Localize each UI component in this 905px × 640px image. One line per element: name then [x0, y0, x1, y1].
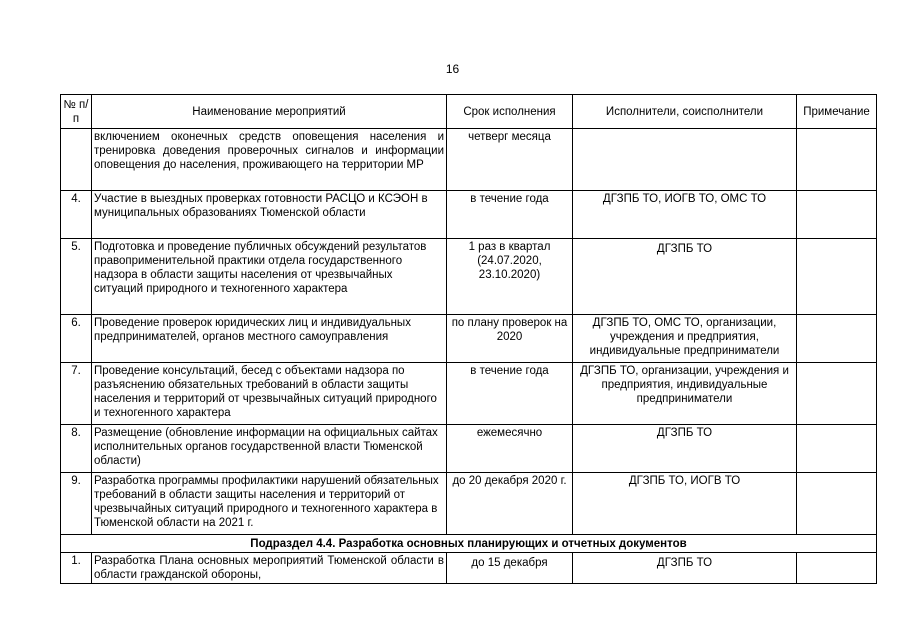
row-num: 8.	[61, 425, 92, 473]
row-note	[797, 425, 877, 473]
table-row	[61, 363, 877, 425]
row-num: 5.	[61, 239, 92, 315]
row-name: Проведение консультаций, бесед с объектами надзора по разъяснению обязательных требований в области защиты населения и территорий от чрезвычайных ситуаций природного и техногенного характера	[92, 363, 447, 425]
table-row	[61, 129, 877, 191]
page-number: 16	[445, 62, 460, 76]
row-name: включением оконечных средств оповещения населения и тренировка доведения проверочных сигналов и информации оповещения до населения, проживающего на территории МР	[92, 129, 447, 191]
header-name: Наименование мероприятий	[92, 95, 447, 129]
row-name: Проведение проверок юридических лиц и индивидуальных предпринимателей, органов местного самоуправления	[92, 315, 447, 363]
row-deadline: до 20 декабря 2020 г.	[447, 473, 573, 535]
table-row	[61, 425, 877, 473]
row-executors: ДГЗПБ ТО, ИОГВ ТО	[573, 473, 797, 535]
row-num: 1.	[61, 553, 92, 584]
header-note: Примечание	[797, 95, 877, 129]
row-name: Подготовка и проведение публичных обсуждений результатов правоприменительной практики отдела государственного надзора в области защиты населения от чрезвычайных ситуаций природного и техногенного характера	[92, 239, 447, 315]
row-executors	[573, 129, 797, 191]
row-executors: ДГЗПБ ТО, ОМС ТО, организации, учреждения и предприятия, индивидуальные предприниматели	[573, 315, 797, 363]
row-num	[61, 129, 92, 191]
row-note	[797, 363, 877, 425]
table-row	[61, 553, 877, 584]
header-deadline: Срок исполнения	[447, 95, 573, 129]
row-deadline: в течение года	[447, 363, 573, 425]
row-num: 4.	[61, 191, 92, 239]
row-executors: ДГЗПБ ТО, организации, учреждения и предприятия, индивидуальные предприниматели	[573, 363, 797, 425]
row-deadline: до 15 декабря	[447, 553, 573, 584]
table-header-row	[61, 95, 877, 129]
row-deadline: ежемесячно	[447, 425, 573, 473]
row-note	[797, 315, 877, 363]
table-row	[61, 315, 877, 363]
row-num: 6.	[61, 315, 92, 363]
table-row	[61, 239, 877, 315]
table-row	[61, 191, 877, 239]
row-name: Участие в выездных проверках готовности РАСЦО и КСЭОН в муниципальных образованиях Тюменской области	[92, 191, 447, 239]
subsection-row	[61, 535, 877, 553]
row-executors: ДГЗПБ ТО	[573, 425, 797, 473]
table-row	[61, 473, 877, 535]
row-note	[797, 191, 877, 239]
row-executors: ДГЗПБ ТО	[573, 239, 797, 315]
header-num: № п/п	[61, 95, 92, 129]
row-name: Размещение (обновление информации на официальных сайтах исполнительных органов государственной власти Тюменской области)	[92, 425, 447, 473]
row-deadline: четверг месяца	[447, 129, 573, 191]
row-name: Разработка Плана основных мероприятий Тюменской области в области гражданской обороны,	[92, 553, 447, 584]
row-deadline: по плану проверок на 2020	[447, 315, 573, 363]
row-note	[797, 553, 877, 584]
row-num: 9.	[61, 473, 92, 535]
events-table	[60, 94, 877, 584]
header-executors: Исполнители, соисполнители	[573, 95, 797, 129]
row-note	[797, 129, 877, 191]
row-executors: ДГЗПБ ТО, ИОГВ ТО, ОМС ТО	[573, 191, 797, 239]
row-num: 7.	[61, 363, 92, 425]
row-executors: ДГЗПБ ТО	[573, 553, 797, 584]
row-note	[797, 473, 877, 535]
row-deadline: 1 раз в квартал (24.07.2020, 23.10.2020)	[447, 239, 573, 315]
row-name: Разработка программы профилактики нарушений обязательных требований в области защиты населения и территорий от чрезвычайных ситуаций природного и техногенного характера в Тюменской области на 2021 г.	[92, 473, 447, 535]
subsection-title: Подраздел 4.4. Разработка основных планирующих и отчетных документов	[61, 535, 877, 553]
row-note	[797, 239, 877, 315]
row-deadline: в течение года	[447, 191, 573, 239]
